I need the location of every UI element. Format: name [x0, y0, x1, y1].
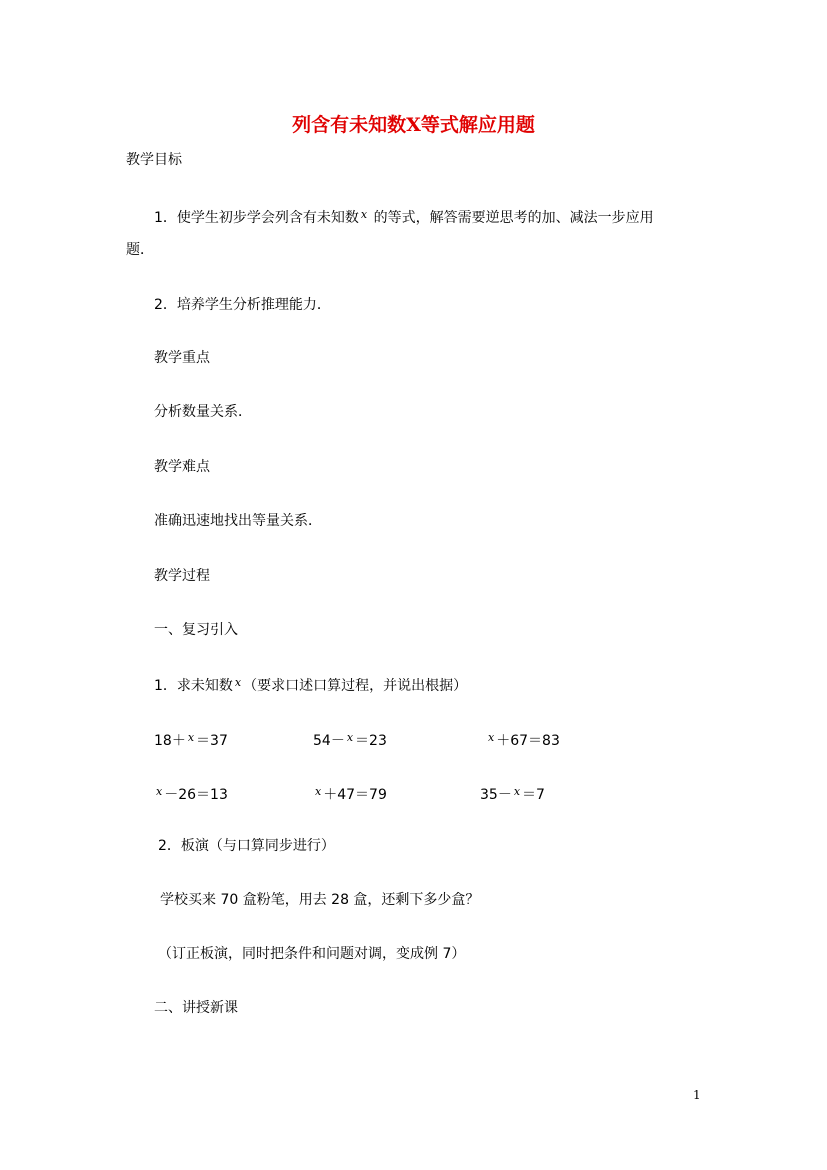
task-1 [154, 673, 467, 696]
equation-5 [313, 782, 387, 805]
equation-2 [313, 728, 387, 751]
equation-3 [486, 728, 560, 751]
difficulty-heading: 教学难点 [154, 459, 210, 475]
process-heading: 教学过程 [154, 568, 210, 584]
section-new-lesson-heading: 二、讲授新课 [154, 1000, 238, 1016]
equation-6-left: 35－ [480, 787, 512, 803]
difficulty-text: 准确迅速地找出等量关系． [154, 513, 322, 529]
variable-x: x [360, 208, 368, 221]
equation-4 [154, 782, 228, 805]
correction-note: （订正板演，同时把条件和问题对调，变成例 7） [158, 946, 466, 962]
variable-x: x [513, 785, 521, 798]
task-2: 2．板演（与口算同步进行） [158, 838, 335, 854]
objective-1 [154, 205, 654, 228]
equation-2-left: 54－ [313, 733, 345, 749]
task-1-text-b: （要求口述口算过程，并说出根据） [243, 678, 468, 694]
key-point-text: 分析数量关系． [154, 404, 252, 420]
variable-x: x [187, 731, 195, 744]
equation-6 [480, 782, 545, 805]
key-point-heading: 教学重点 [154, 350, 210, 366]
objectives-heading: 教学目标 [126, 152, 182, 168]
task-1-text-a: 1．求未知数 [154, 678, 233, 694]
equation-1-left: 18＋ [154, 733, 186, 749]
equation-2-right: ＝23 [355, 733, 387, 749]
objective-1-text-a: 1．使学生初步学会列含有未知数 [154, 210, 359, 226]
objective-1-continuation: 题． [126, 242, 154, 258]
equation-5-right: ＋47＝79 [323, 787, 387, 803]
equation-3-right: ＋67＝83 [496, 733, 560, 749]
document-title: 列含有未知数X等式解应用题 [292, 114, 535, 136]
variable-x: x [346, 731, 354, 744]
word-problem: 学校买来 70 盒粉笔，用去 28 盒，还剩下多少盒？ [160, 892, 480, 908]
equation-1 [154, 728, 228, 751]
objective-1-text-b: 的等式，解答需要逆思考的加、减法一步应用 [369, 210, 654, 226]
objective-2: 2．培养学生分析推理能力． [154, 297, 331, 313]
equation-1-right: ＝37 [196, 733, 228, 749]
section-review-heading: 一、复习引入 [154, 622, 238, 638]
equation-4-right: －26＝13 [164, 787, 228, 803]
variable-x: x [234, 676, 242, 689]
page-number: 1 [693, 1088, 701, 1102]
variable-x: x [488, 731, 495, 744]
variable-x: x [156, 785, 163, 798]
variable-x: x [315, 785, 322, 798]
equation-6-right: ＝7 [522, 787, 545, 803]
